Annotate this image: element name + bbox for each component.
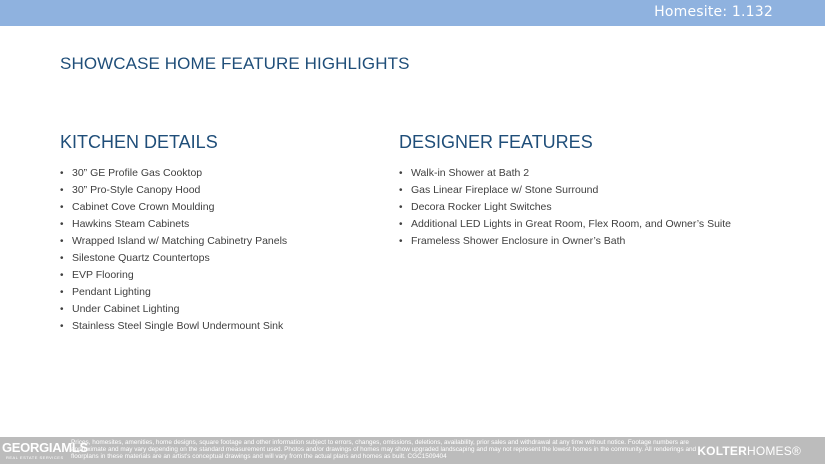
- bullet-icon: •: [399, 168, 403, 179]
- kolter-logo-light: HOMES®: [746, 444, 801, 458]
- list-item-text: 30” GE Profile Gas Cooktop: [72, 167, 203, 179]
- list-item: [60, 216, 380, 233]
- list-item-text: Walk-in Shower at Bath 2: [411, 167, 530, 179]
- bullet-icon: •: [399, 219, 403, 230]
- kolter-homes-logo: [697, 444, 801, 458]
- homesite-label: Homesite: 1.132: [654, 4, 773, 20]
- bullet-icon: •: [60, 185, 64, 196]
- list-item: [60, 267, 380, 284]
- list-item: [60, 165, 380, 182]
- list-item: [399, 199, 799, 216]
- list-item: [60, 182, 380, 199]
- bullet-icon: •: [60, 168, 64, 179]
- designer-features-heading: DESIGNER FEATURES: [399, 132, 593, 152]
- kolter-logo-bold: KOLTER: [697, 444, 747, 458]
- list-item-text: Stainless Steel Single Bowl Undermount Sink: [72, 320, 284, 332]
- list-item-text: Additional LED Lights in Great Room, Flex Room, and Owner’s Suite: [411, 218, 732, 230]
- bullet-icon: •: [60, 202, 64, 213]
- top-banner: [0, 0, 825, 26]
- list-item-text: Frameless Shower Enclosure in Owner’s Bath: [411, 235, 626, 247]
- legal-disclaimer: Prices, homesites, amenities, home designs, square footage and other information subject to errors, changes, omissions, deletions, availability, prior sales and withdrawal at any time without notice. Footage numbers are approximate and may vary depending on the standard measurement used. Photos and/or drawings of homes may show upgraded landscaping and may not represent the lowest homes in the community. All renderings and floorplans in these materials are an artist's conceptual drawings and will vary from the actual plans and homes as built. CGC1509404: [71, 439, 697, 461]
- bullet-icon: •: [60, 304, 64, 315]
- bullet-icon: •: [399, 185, 403, 196]
- list-item: [399, 216, 799, 233]
- list-item-text: Decora Rocker Light Switches: [411, 201, 552, 213]
- bullet-icon: •: [60, 287, 64, 298]
- list-item: [399, 233, 799, 250]
- list-item: [399, 182, 799, 199]
- footer-bar: [0, 437, 825, 464]
- designer-features-list: [399, 165, 799, 250]
- list-item-text: Gas Linear Fireplace w/ Stone Surround: [411, 184, 599, 196]
- georgia-mls-logo: [2, 440, 88, 462]
- list-item-text: Wrapped Island w/ Matching Cabinetry Panels: [72, 235, 288, 247]
- kitchen-details-heading: KITCHEN DETAILS: [60, 132, 218, 152]
- designer-features-section: [399, 132, 799, 250]
- georgia-mls-logo-subtext: REAL ESTATE SERVICES: [6, 455, 64, 460]
- bullet-icon: •: [60, 270, 64, 281]
- list-item-text: Silestone Quartz Countertops: [72, 252, 210, 264]
- bullet-icon: •: [60, 321, 64, 332]
- list-item: [60, 301, 380, 318]
- list-item-text: EVP Flooring: [72, 269, 134, 281]
- kitchen-details-section: [60, 132, 380, 335]
- list-item-text: Pendant Lighting: [72, 286, 151, 298]
- list-item: [60, 318, 380, 335]
- list-item: [60, 284, 380, 301]
- georgia-mls-logo-text: GEORGIAMLS: [2, 440, 88, 455]
- list-item-text: Hawkins Steam Cabinets: [72, 218, 190, 230]
- list-item: [60, 250, 380, 267]
- list-item: [60, 233, 380, 250]
- list-item-text: Cabinet Cove Crown Moulding: [72, 201, 215, 213]
- list-item: [60, 199, 380, 216]
- bullet-icon: •: [399, 236, 403, 247]
- bullet-icon: •: [60, 253, 64, 264]
- kitchen-details-list: [60, 165, 380, 335]
- bullet-icon: •: [60, 219, 64, 230]
- list-item: [399, 165, 799, 182]
- bullet-icon: •: [60, 236, 64, 247]
- bullet-icon: •: [399, 202, 403, 213]
- list-item-text: Under Cabinet Lighting: [72, 303, 180, 315]
- page-title: SHOWCASE HOME FEATURE HIGHLIGHTS: [60, 54, 410, 73]
- list-item-text: 30” Pro-Style Canopy Hood: [72, 184, 201, 196]
